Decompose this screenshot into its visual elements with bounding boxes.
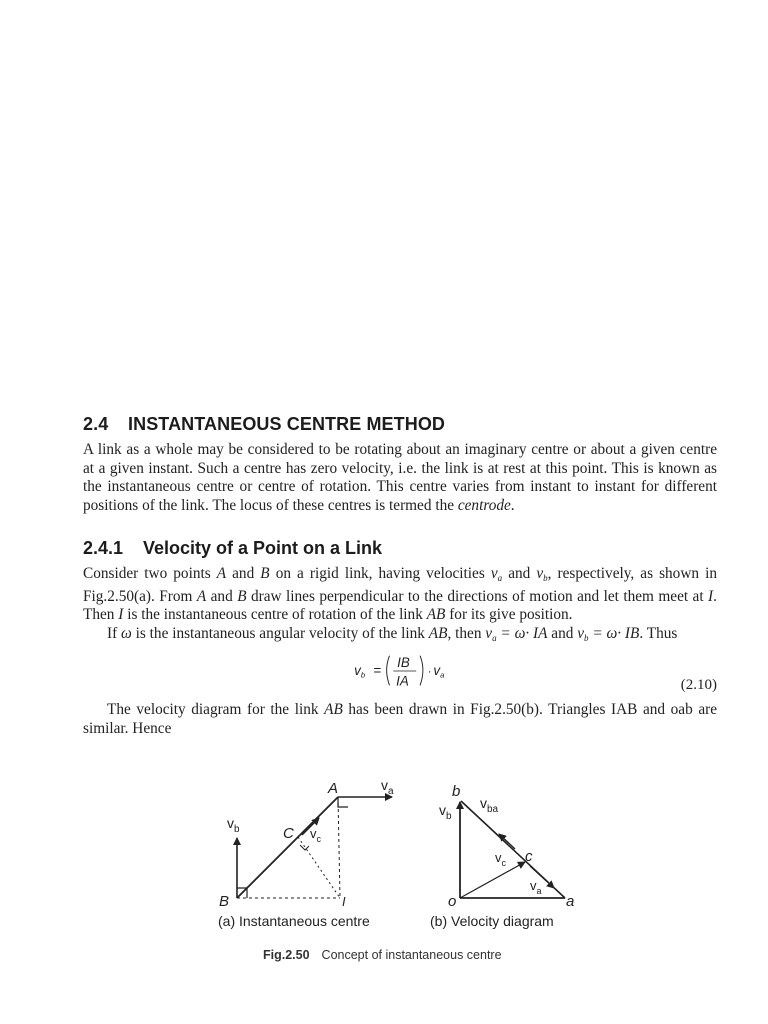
- figure-b-velocity-diagram: [430, 783, 574, 929]
- label-I: I: [342, 894, 346, 909]
- figure-caption: [263, 948, 502, 962]
- label-a: a: [566, 893, 575, 910]
- vector-ba-arrow: [499, 834, 515, 849]
- eq-rhs-sub: a: [440, 670, 445, 680]
- section-number: 2.4: [83, 414, 109, 434]
- label-vc2: $v_c$: [495, 850, 506, 868]
- p1-line-2: Fig.2.50(a). From A and B draw lines perpendicular to the directions of motion and let them meet at I.: [83, 587, 717, 605]
- eq-rhs: v: [433, 662, 441, 678]
- line-C-I: [298, 837, 340, 898]
- subsection-title: Velocity of a Point on a Link: [143, 538, 383, 558]
- label-vba: $v_{ba}$: [480, 795, 499, 815]
- vector-oc: [460, 862, 525, 898]
- p2-line-1: If ω is the instantaneous angular velocity of the link AB, then $v_a = \omega\cdot$ IA and $v_b = \omega\cdot$ IB. Thus: [107, 624, 678, 643]
- eq-equals: =: [373, 662, 382, 678]
- label-vb: $v_b$: [227, 815, 240, 835]
- label-vb2: $v_b$: [439, 802, 452, 822]
- label-b: b: [452, 783, 461, 800]
- label-va: $v_a$: [381, 777, 394, 797]
- label-A: A: [328, 780, 339, 797]
- para-line-3: the instantaneous centre or centre of rotation. This centre varies from instant to instant for different: [83, 478, 717, 495]
- p3-line-1: The velocity diagram for the link AB has been drawn in Fig.2.50(b). Triangles IAB and oab are: [107, 701, 717, 718]
- p1-line-1: Consider two points A and B on a rigid link, having velocities $v_a$ and $v_b$, respectively, as shown in: [83, 565, 717, 583]
- label-B: B: [219, 893, 230, 910]
- section-title: INSTANTANEOUS CENTRE METHOD: [128, 414, 446, 434]
- figure-caption-text: Concept of instantaneous centre: [321, 948, 502, 962]
- label-o: o: [448, 893, 457, 910]
- p1-line-3: Then I is the instantaneous centre of rotation of the link AB for its give position.: [83, 606, 573, 623]
- eq-lhs-sub: b: [360, 670, 366, 680]
- label-vc: $v_c$: [310, 826, 321, 844]
- eq-dot: ·: [427, 665, 432, 678]
- figure-caption-label: Fig.2.50: [263, 948, 310, 962]
- label-c: c: [525, 848, 533, 865]
- para-line-2: at a given instant. Such a centre has zero velocity, i.e. the link is at rest at this point. This is known as: [83, 459, 717, 477]
- line-A-I: [338, 797, 340, 898]
- caption-a: (a) Instantaneous centre: [218, 913, 370, 929]
- para-line-1: A link as a whole may be considered to be rotating about an imaginary centre or about a given centre: [83, 441, 717, 458]
- term-centrode: centrode: [457, 496, 511, 514]
- figure-a-instantaneous-centre: [218, 777, 394, 929]
- p3-line-2: similar. Hence: [83, 719, 172, 737]
- label-va2: $v_a$: [530, 878, 542, 896]
- eq-numerator: IB: [397, 655, 410, 671]
- caption-b: (b) Velocity diagram: [430, 913, 554, 929]
- equation-number: (2.10): [680, 677, 717, 693]
- eq-denominator: IA: [396, 673, 409, 689]
- label-C: C: [283, 825, 294, 842]
- para-line-4: positions of the link. The locus of these centres is termed the centrode.: [83, 496, 515, 514]
- subsection-number: 2.4.1: [83, 538, 124, 558]
- eq-lhs: v: [354, 662, 361, 678]
- right-angle-A: [338, 797, 348, 807]
- link-AB: [237, 797, 338, 898]
